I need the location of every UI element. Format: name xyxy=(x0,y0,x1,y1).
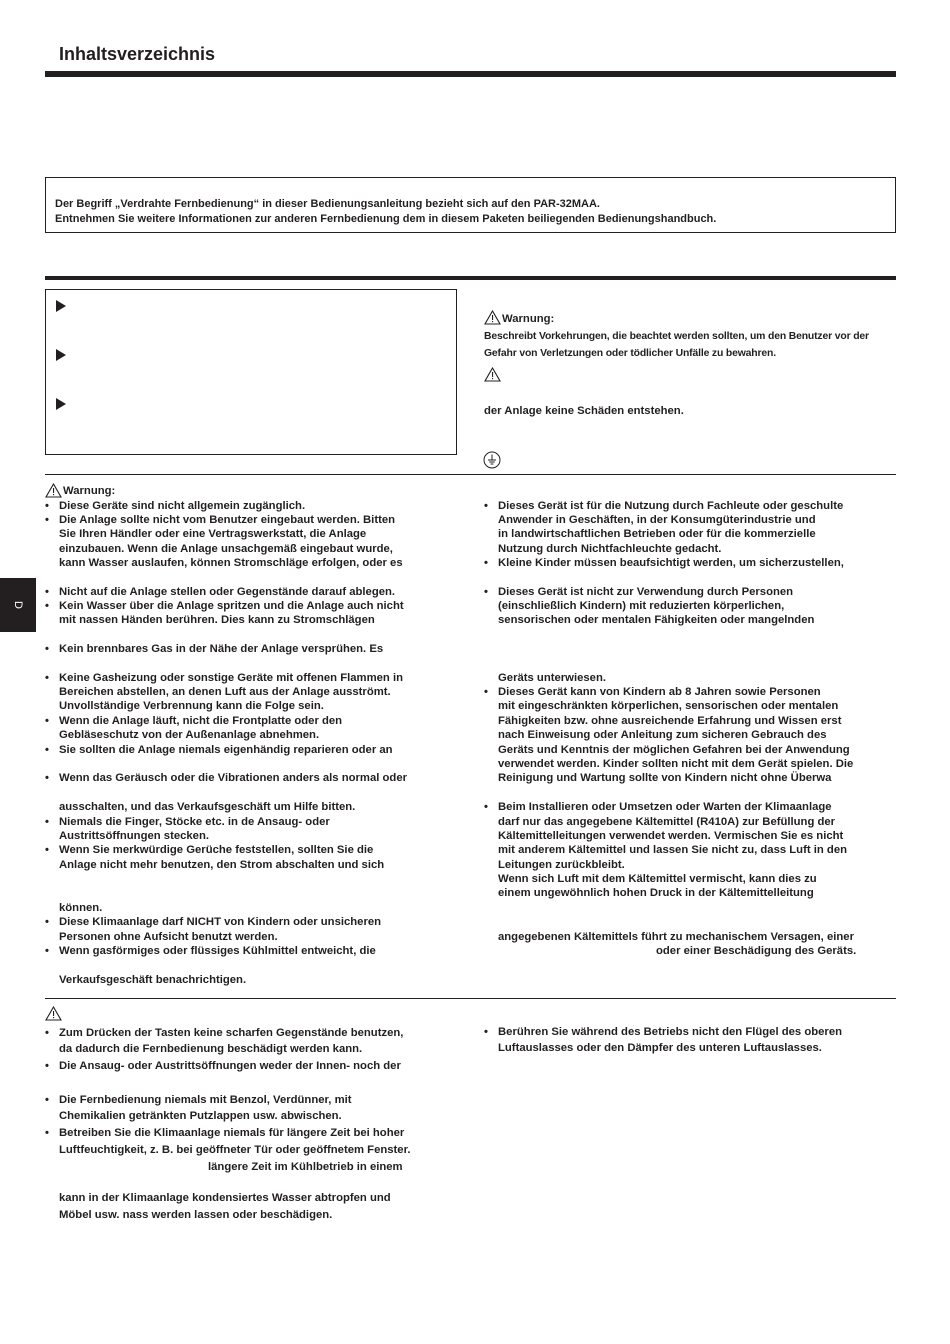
caution-left-line: Zum Drücken der Tasten keine scharfen Gegenstände benutzen, xyxy=(59,1027,404,1039)
caution-triangle-icon xyxy=(484,367,501,382)
caution-left-line: Möbel usw. nass werden lassen oder beschädigen. xyxy=(59,1209,333,1221)
warning-left-line: Gebläseschutz von der Außenanlage abnehmen. xyxy=(59,729,320,741)
bullet: • xyxy=(45,715,49,727)
bullet: • xyxy=(45,586,49,598)
note-line-1: Der Begriff „Verdrahte Fernbedienung“ in dieser Bedienungsanleitung bezieht sich auf den PAR-32MAA. xyxy=(55,198,600,210)
warning-left-line: Wenn gasförmiges oder flüssiges Kühlmittel entweicht, die xyxy=(59,945,376,957)
warning-heading: Warnung: xyxy=(63,485,116,497)
warning-right-line: sensorischen oder mentalen Fähigkeiten oder mangelnden xyxy=(498,614,815,626)
caution-left-line: Die Fernbedienung niemals mit Benzol, Verdünner, mit xyxy=(59,1094,352,1106)
warning-right-line: Dieses Gerät ist nicht zur Verwendung durch Personen xyxy=(498,586,794,598)
language-tab-label: D xyxy=(11,601,24,609)
warning-left-line: Bereichen abstellen, an denen Luft aus der Anlage ausströmt. xyxy=(59,686,391,698)
page-title: Inhaltsverzeichnis xyxy=(59,44,216,64)
warning-triangle-icon xyxy=(45,483,62,498)
warning-left-line: Austrittsöffnungen stecken. xyxy=(59,830,210,842)
warning-symbol-desc-2: Gefahr von Verletzungen oder tödlicher Unfälle zu bewahren. xyxy=(484,348,776,359)
warning-right-line: oder einer Beschädigung des Geräts. xyxy=(656,945,857,957)
note-box xyxy=(45,177,896,233)
warning-right-line: Geräts und Kenntnis der möglichen Gefahren bei der Anwendung xyxy=(498,744,850,756)
section-rule xyxy=(45,276,896,280)
caution-divider xyxy=(45,998,896,999)
language-tab xyxy=(0,578,36,632)
warning-left-line: Personen ohne Aufsicht benutzt werden. xyxy=(59,931,278,943)
warning-left-line: Diese Klimaanlage darf NICHT von Kindern oder unsicheren xyxy=(59,916,382,928)
bullet: • xyxy=(45,500,49,512)
bullet: • xyxy=(45,844,49,856)
warning-right-line: verwendet werden. Kinder sollten nicht mit dem Gerät spielen. Die xyxy=(498,758,854,770)
warning-left-line: ausschalten, und das Verkaufsgeschäft um Hilfe bitten. xyxy=(59,801,356,813)
warning-right-line: Kältemittelleitungen verwendet werden. Vermischen Sie es nicht xyxy=(498,830,844,842)
caution-left-line: kann in der Klimaanlage kondensiertes Wasser abtropfen und xyxy=(59,1192,391,1204)
caution-left-line: da dadurch die Fernbedienung beschädigt werden kann. xyxy=(59,1043,363,1055)
warning-left-line: Kein brennbares Gas in der Nähe der Anlage versprühen. Es xyxy=(59,643,384,655)
warning-left-line: Kein Wasser über die Anlage spritzen und die Anlage auch nicht xyxy=(59,600,404,612)
bullet: • xyxy=(45,600,49,612)
warning-left-line: Verkaufsgeschäft benachrichtigen. xyxy=(59,974,247,986)
warning-right-line: Dieses Gerät ist für die Nutzung durch Fachleute oder geschulte xyxy=(498,500,844,512)
warning-right-line: Reinigung und Wartung sollte von Kindern nicht ohne Überwa xyxy=(498,772,832,784)
bullet: • xyxy=(484,557,488,569)
warning-symbol-label: Warnung: xyxy=(502,313,555,325)
bullet: • xyxy=(45,772,49,784)
warning-left-line: Sie sollten die Anlage niemals eigenhändig reparieren oder an xyxy=(59,744,393,756)
warning-left-line: Niemals die Finger, Stöcke etc. in de Ansaug- oder xyxy=(59,816,330,828)
warning-symbol-desc-1: Beschreibt Vorkehrungen, die beachtet werden sollten, um den Benutzer vor der xyxy=(484,331,869,342)
warning-left-line: Diese Geräte sind nicht allgemein zugänglich. xyxy=(59,500,306,512)
warning-right-line: angegebenen Kältemittels führt zu mechanischem Versagen, einer xyxy=(498,931,854,943)
warning-right-line: nach Einweisung oder Anleitung zum sicheren Gebrauch des xyxy=(498,729,827,741)
warning-right-line: (einschließlich Kindern) mit reduzierten körperlichen, xyxy=(498,600,785,612)
arrow-bullet-icon xyxy=(56,398,66,410)
warning-left-line: Nicht auf die Anlage stellen oder Gegenstände darauf ablegen. xyxy=(59,586,396,598)
bullet: • xyxy=(484,1026,488,1038)
warning-left-line: Keine Gasheizung oder sonstige Geräte mit offenen Flammen in xyxy=(59,672,403,684)
warning-right-line: Fähigkeiten bzw. ohne ausreichende Erfahrung und Wissen erst xyxy=(498,715,842,727)
bullet: • xyxy=(45,916,49,928)
caution-left-line: längere Zeit im Kühlbetrieb in einem xyxy=(208,1161,403,1173)
note-line-2: Entnehmen Sie weitere Informationen zur anderen Fernbedienung dem in diesem Paketen beiliegenden Bedienungshandbuch. xyxy=(55,213,717,225)
warning-right-line: Dieses Gerät kann von Kindern ab 8 Jahren sowie Personen xyxy=(498,686,821,698)
warning-right-line: Geräts unterwiesen. xyxy=(498,672,606,684)
bullet: • xyxy=(45,672,49,684)
caution-right-line: Luftauslasses oder den Dämpfer des unteren Luftauslasses. xyxy=(498,1042,822,1054)
bullet-box xyxy=(45,289,457,455)
warning-triangle-icon xyxy=(484,310,501,325)
caution-left-line: Die Ansaug- oder Austrittsöffnungen weder der Innen- noch der xyxy=(59,1060,401,1072)
warning-right-line: Anwender in Geschäften, in der Konsumgüterindustrie und xyxy=(498,514,816,526)
warning-left-line: kann Wasser auslaufen, können Stromschläge erfolgen, oder es xyxy=(59,557,403,569)
warning-right-line: Wenn sich Luft mit dem Kältemittel vermischt, kann dies zu xyxy=(498,873,817,885)
bullet: • xyxy=(45,816,49,828)
bullet: • xyxy=(484,801,488,813)
bullet: • xyxy=(45,945,49,957)
warning-left-line: Wenn die Anlage läuft, nicht die Frontplatte oder den xyxy=(59,715,343,727)
warning-left-line: mit nassen Händen berühren. Dies kann zu Stromschlägen xyxy=(59,614,375,626)
caution-left-line: Luftfeuchtigkeit, z. B. bei geöffneter Tür oder geöffnetem Fenster. xyxy=(59,1144,411,1156)
warning-left-line: Anlage nicht mehr benutzen, den Strom abschalten und sich xyxy=(59,859,385,871)
arrow-bullet-icon xyxy=(56,300,66,312)
warning-left-line: Sie Ihren Händler oder eine Vertragswerkstatt, die Anlage xyxy=(59,528,367,540)
warning-right-line: Beim Installieren oder Umsetzen oder Warten der Klimaanlage xyxy=(498,801,832,813)
bullet: • xyxy=(45,1127,49,1139)
warning-right-line: darf nur das angegebene Kältemittel (R410A) zur Befüllung der xyxy=(498,816,836,828)
warning-left-line: Wenn Sie merkwürdige Gerüche feststellen, sollten Sie die xyxy=(59,844,374,856)
title-rule xyxy=(45,71,896,77)
caution-triangle-icon xyxy=(45,1006,62,1021)
bullet: • xyxy=(484,500,488,512)
warning-right-line: einem ungewöhnlich hohen Druck in der Kältemittelleitung xyxy=(498,887,814,899)
warning-right-line: Kleine Kinder müssen beaufsichtigt werden, um sicherzustellen, xyxy=(498,557,844,569)
bullet: • xyxy=(484,586,488,598)
caution-left-line: Chemikalien getränkten Putzlappen usw. abwischen. xyxy=(59,1110,342,1122)
bullet: • xyxy=(45,514,49,526)
warning-divider xyxy=(45,474,896,475)
bullet: • xyxy=(484,686,488,698)
warning-left-line: Unvollständige Verbrennung kann die Folge sein. xyxy=(59,700,324,712)
bullet: • xyxy=(45,1094,49,1106)
caution-right-line: Berühren Sie während des Betriebs nicht den Flügel des oberen xyxy=(498,1026,843,1038)
warning-left-line: können. xyxy=(59,902,103,914)
caution-symbol-desc: der Anlage keine Schäden entstehen. xyxy=(484,405,684,417)
warning-right-line: mit eingeschränkten körperlichen, sensorischen oder mentalen xyxy=(498,700,839,712)
bullet: • xyxy=(45,744,49,756)
caution-left-line: Betreiben Sie die Klimaanlage niemals für längere Zeit bei hoher xyxy=(59,1127,405,1139)
bullet: • xyxy=(45,1060,49,1072)
ground-icon xyxy=(483,451,501,469)
warning-right-line: in landwirtschaftlichen Betrieben oder für die kommerzielle xyxy=(498,528,816,540)
warning-right-line: Leitungen zurückbleibt. xyxy=(498,859,625,871)
warning-left-line: einzubauen. Wenn die Anlage unsachgemäß eingebaut wurde, xyxy=(59,543,393,555)
bullet: • xyxy=(45,643,49,655)
bullet: • xyxy=(45,1027,49,1039)
warning-left-line: Wenn das Geräusch oder die Vibrationen anders als normal oder xyxy=(59,772,408,784)
warning-left-line: Die Anlage sollte nicht vom Benutzer eingebaut werden. Bitten xyxy=(59,514,396,526)
warning-right-line: Nutzung durch Nichtfachleuchte gedacht. xyxy=(498,543,722,555)
arrow-bullet-icon xyxy=(56,349,66,361)
warning-right-line: mit anderem Kältemittel und lassen Sie nicht zu, dass Luft in den xyxy=(498,844,848,856)
